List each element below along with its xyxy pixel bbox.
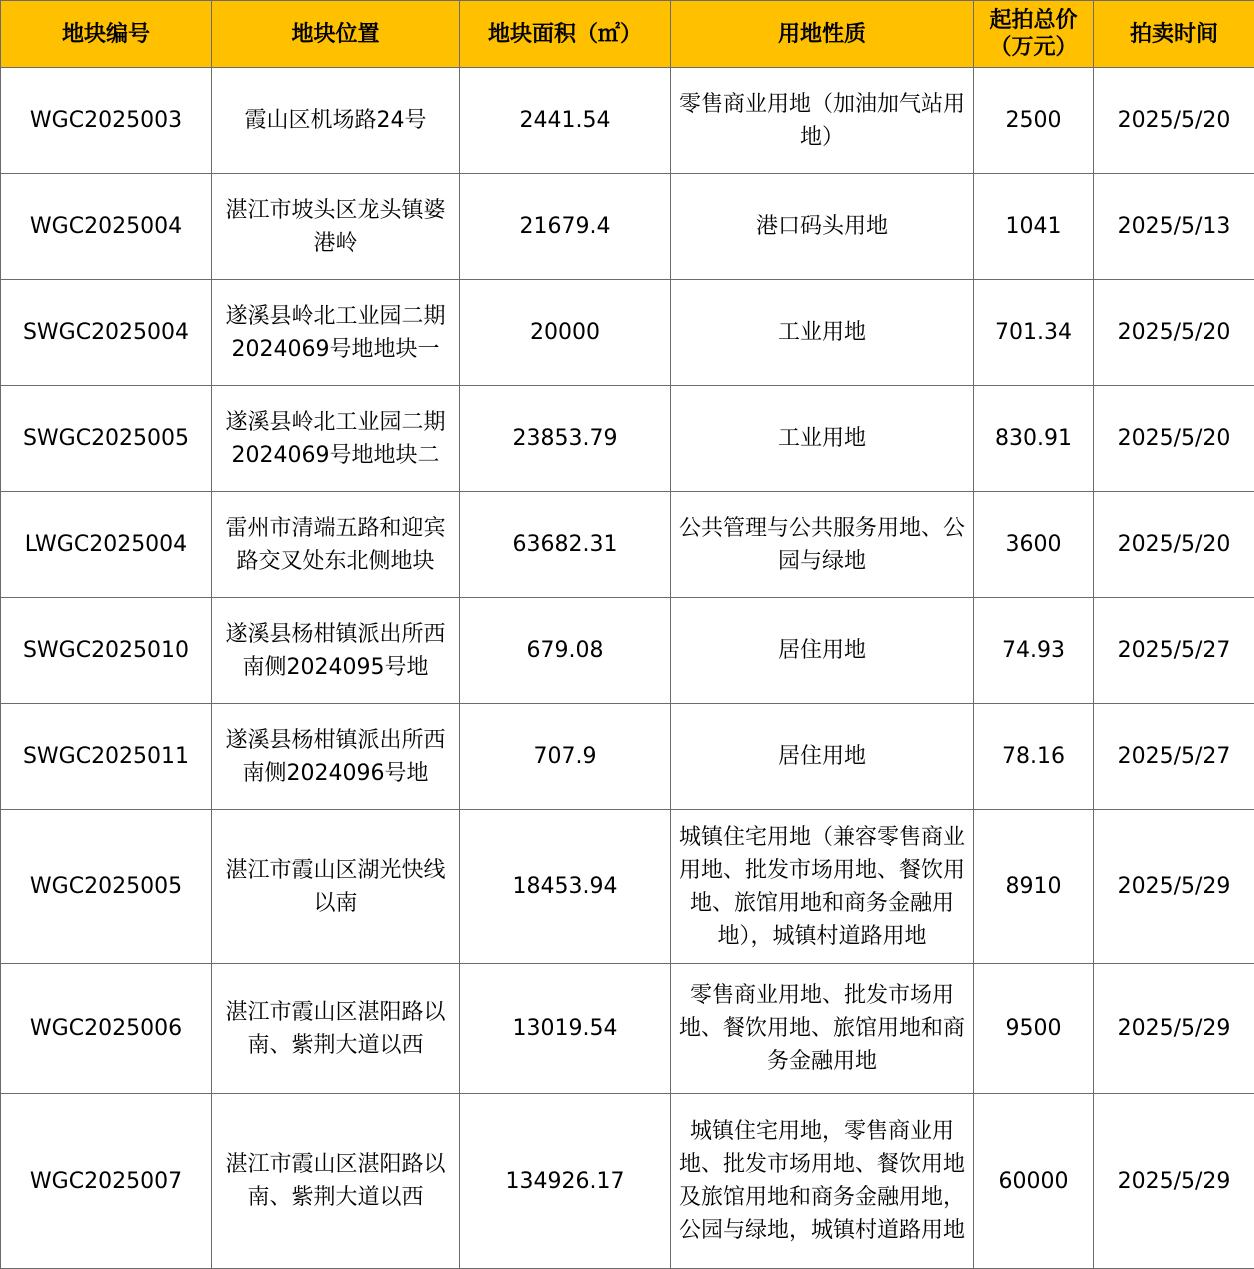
cell-use: 零售商业用地（加油加气站用地） — [671, 68, 974, 174]
cell-price: 8910 — [974, 810, 1094, 964]
cell-id: WGC2025007 — [1, 1094, 212, 1269]
cell-area: 2441.54 — [460, 68, 671, 174]
header-id: 地块编号 — [1, 1, 212, 68]
cell-location: 遂溪县岭北工业园二期2024069号地地块二 — [212, 386, 460, 492]
header-location: 地块位置 — [212, 1, 460, 68]
cell-price: 9500 — [974, 964, 1094, 1094]
cell-area: 23853.79 — [460, 386, 671, 492]
cell-date: 2025/5/29 — [1094, 1094, 1254, 1269]
cell-price: 830.91 — [974, 386, 1094, 492]
cell-area: 21679.4 — [460, 174, 671, 280]
cell-use: 居住用地 — [671, 598, 974, 704]
header-use: 用地性质 — [671, 1, 974, 68]
table-row — [1, 280, 1254, 386]
cell-use: 工业用地 — [671, 280, 974, 386]
cell-id: LWGC2025004 — [1, 492, 212, 598]
cell-date: 2025/5/20 — [1094, 386, 1254, 492]
cell-location: 湛江市霞山区湛阳路以南、紫荆大道以西 — [212, 1094, 460, 1269]
cell-use: 零售商业用地、批发市场用地、餐饮用地、旅馆用地和商务金融用地 — [671, 964, 974, 1094]
cell-date: 2025/5/29 — [1094, 810, 1254, 964]
cell-price: 60000 — [974, 1094, 1094, 1269]
cell-area: 679.08 — [460, 598, 671, 704]
cell-id: SWGC2025005 — [1, 386, 212, 492]
cell-use: 公共管理与公共服务用地、公园与绿地 — [671, 492, 974, 598]
header-area: 地块面积（㎡） — [460, 1, 671, 68]
cell-area: 18453.94 — [460, 810, 671, 964]
table-row — [1, 964, 1254, 1094]
cell-price: 3600 — [974, 492, 1094, 598]
cell-location: 遂溪县岭北工业园二期2024069号地地块一 — [212, 280, 460, 386]
cell-area: 707.9 — [460, 704, 671, 810]
table-row — [1, 68, 1254, 174]
cell-use: 城镇住宅用地（兼容零售商业用地、批发市场用地、餐饮用地、旅馆用地和商务金融用地），城镇村道路用地 — [671, 810, 974, 964]
cell-date: 2025/5/13 — [1094, 174, 1254, 280]
cell-date: 2025/5/20 — [1094, 280, 1254, 386]
cell-date: 2025/5/27 — [1094, 704, 1254, 810]
table-row — [1, 704, 1254, 810]
table-row — [1, 492, 1254, 598]
cell-use: 工业用地 — [671, 386, 974, 492]
cell-id: WGC2025006 — [1, 964, 212, 1094]
header-row — [1, 1, 1254, 68]
cell-area: 134926.17 — [460, 1094, 671, 1269]
cell-price: 1041 — [974, 174, 1094, 280]
cell-use: 港口码头用地 — [671, 174, 974, 280]
table-row — [1, 174, 1254, 280]
cell-date: 2025/5/20 — [1094, 492, 1254, 598]
table-row — [1, 810, 1254, 964]
cell-location: 湛江市霞山区湛阳路以南、紫荆大道以西 — [212, 964, 460, 1094]
header-price: 起拍总价（万元） — [974, 1, 1094, 68]
table-row — [1, 1094, 1254, 1269]
cell-area: 63682.31 — [460, 492, 671, 598]
cell-location: 雷州市清端五路和迎宾路交叉处东北侧地块 — [212, 492, 460, 598]
cell-date: 2025/5/27 — [1094, 598, 1254, 704]
cell-id: WGC2025004 — [1, 174, 212, 280]
cell-area: 20000 — [460, 280, 671, 386]
cell-price: 78.16 — [974, 704, 1094, 810]
cell-area: 13019.54 — [460, 964, 671, 1094]
table-row — [1, 386, 1254, 492]
cell-price: 74.93 — [974, 598, 1094, 704]
cell-id: SWGC2025004 — [1, 280, 212, 386]
cell-id: WGC2025003 — [1, 68, 212, 174]
header-date: 拍卖时间 — [1094, 1, 1254, 68]
cell-date: 2025/5/29 — [1094, 964, 1254, 1094]
cell-location: 霞山区机场路24号 — [212, 68, 460, 174]
cell-date: 2025/5/20 — [1094, 68, 1254, 174]
cell-id: SWGC2025010 — [1, 598, 212, 704]
cell-id: SWGC2025011 — [1, 704, 212, 810]
table-row — [1, 598, 1254, 704]
cell-location: 遂溪县杨柑镇派出所西南侧2024095号地 — [212, 598, 460, 704]
cell-price: 2500 — [974, 68, 1094, 174]
cell-price: 701.34 — [974, 280, 1094, 386]
cell-id: WGC2025005 — [1, 810, 212, 964]
cell-location: 遂溪县杨柑镇派出所西南侧2024096号地 — [212, 704, 460, 810]
cell-location: 湛江市霞山区湖光快线以南 — [212, 810, 460, 964]
cell-location: 湛江市坡头区龙头镇婆港岭 — [212, 174, 460, 280]
cell-use: 居住用地 — [671, 704, 974, 810]
cell-use: 城镇住宅用地，零售商业用地、批发市场用地、餐饮用地及旅馆用地和商务金融用地，公园与绿地，城镇村道路用地 — [671, 1094, 974, 1269]
